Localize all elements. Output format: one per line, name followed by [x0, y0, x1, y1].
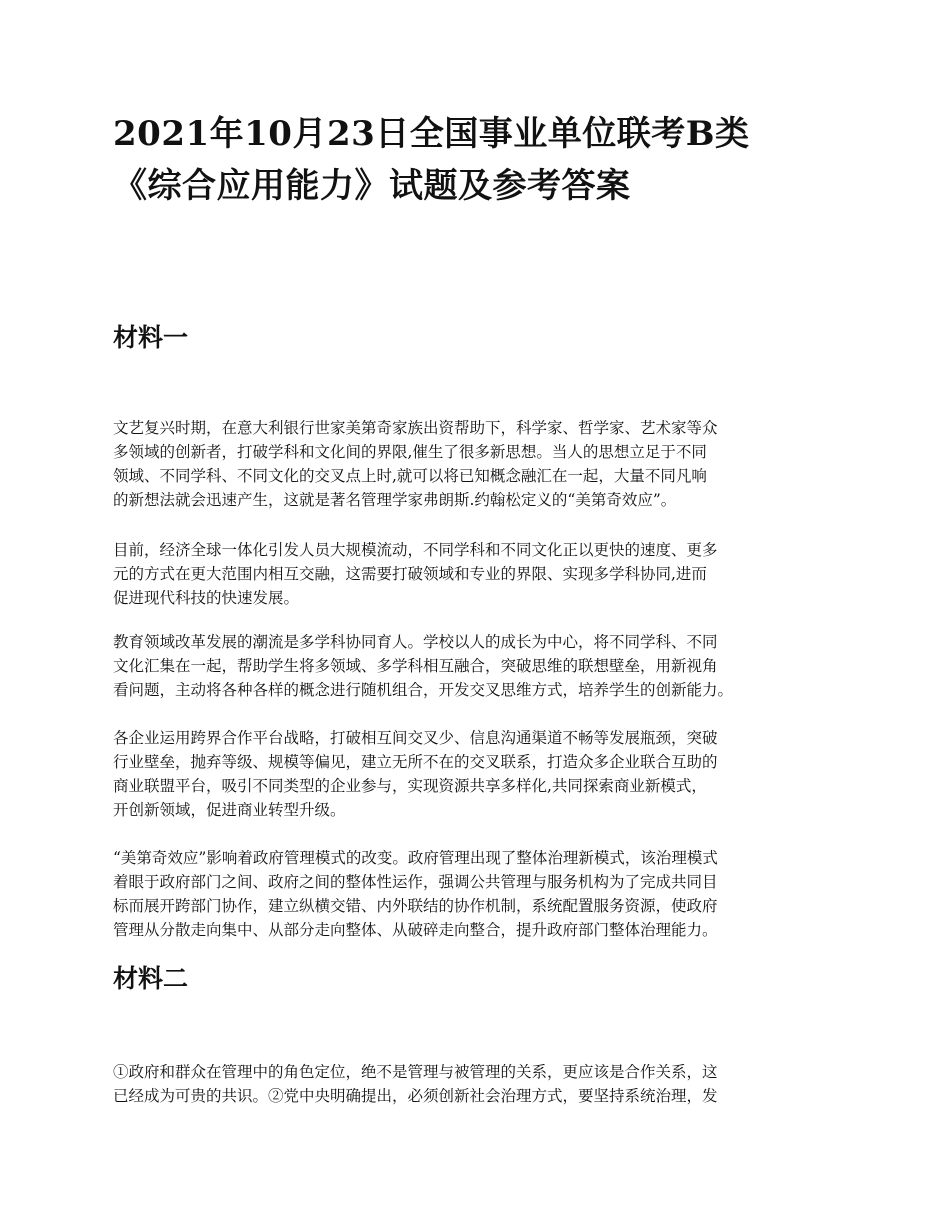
paragraph-line: 促进现代科技的快速发展。 — [113, 589, 300, 607]
document-title — [113, 108, 893, 212]
paragraph — [113, 726, 853, 822]
section-heading-material-2: 材料二 — [113, 964, 189, 993]
paragraph-line: 已经成为可贵的共识。②党中央明确提出，必须创新社会治理方式，要坚持系统治理，发 — [113, 1087, 718, 1105]
paragraph-line: “美第奇效应”影响着政府管理模式的改变。政府管理出现了整体治理新模式，该治理模式 — [113, 849, 718, 867]
paragraph-line: ①政府和群众在管理中的角色定位，绝不是管理与被管理的关系，更应该是合作关系，这 — [113, 1063, 718, 1081]
paragraph — [113, 846, 853, 942]
paragraph-line: 看问题，主动将各种各样的概念进行随机组合，开发交叉思维方式，培养学生的创新能力。 — [113, 681, 734, 699]
paragraph-line: 目前，经济全球一体化引发人员大规模流动，不同学科和不同文化正以更快的速度、更多 — [113, 541, 718, 559]
paragraph-line: 的新想法就会迅速产生，这就是著名管理学家弗朗斯.约翰松定义的“美第奇效应”。 — [113, 491, 677, 509]
paragraph-line: 管理从分散走向集中、从部分走向整体、从破碎走向整合，提升政府部门整体治理能力。 — [113, 921, 718, 939]
paragraph-line: 元的方式在更大范围内相互交融，这需要打破领域和专业的界限、实现多学科协同,进而 — [113, 565, 707, 583]
paragraph-line: 教育领域改革发展的潮流是多学科协同育人。学校以人的成长为中心，将不同学科、不同 — [113, 633, 718, 651]
paragraph-line: 多领域的创新者，打破学科和文化间的界限,催生了很多新思想。当人的思想立足于不同 — [113, 443, 707, 461]
paragraph-line: 各企业运用跨界合作平台战略，打破相互间交叉少、信息沟通渠道不畅等发展瓶颈，突破 — [113, 729, 718, 747]
paragraph — [113, 416, 853, 512]
paragraph-line: 标而展开跨部门协作，建立纵横交错、内外联结的协作机制，系统配置服务资源，使政府 — [113, 897, 718, 915]
paragraph-line: 商业联盟平台，吸引不同类型的企业参与，实现资源共享多样化,共同探索商业新模式， — [113, 777, 707, 795]
paragraph — [113, 630, 853, 702]
paragraph-line: 领域、不同学科、不同文化的交叉点上时,就可以将已知概念融汇在一起，大量不同凡响 — [113, 467, 707, 485]
paragraph-line: 文化汇集在一起，帮助学生将多领域、多学科相互融合，突破思维的联想壁垒，用新视角 — [113, 657, 718, 675]
paragraph — [113, 538, 853, 610]
paragraph-line: 开创新领域，促进商业转型升级。 — [113, 801, 346, 819]
section-heading-material-1: 材料一 — [113, 323, 189, 352]
title-line: 《综合应用能力》试题及参考答案 — [113, 166, 631, 206]
paragraph — [113, 1060, 853, 1108]
paragraph-line: 文艺复兴时期，在意大利银行世家美第奇家族出资帮助下，科学家、哲学家、艺术家等众 — [113, 419, 718, 437]
title-line: 2021年10月23日全国事业单位联考B类 — [113, 114, 750, 154]
paragraph-line: 行业壁垒，抛弃等级、规模等偏见，建立无所不在的交叉联系，打造众多企业联合互助的 — [113, 753, 718, 771]
paragraph-line: 着眼于政府部门之间、政府之间的整体性运作，强调公共管理与服务机构为了完成共同目 — [113, 873, 718, 891]
